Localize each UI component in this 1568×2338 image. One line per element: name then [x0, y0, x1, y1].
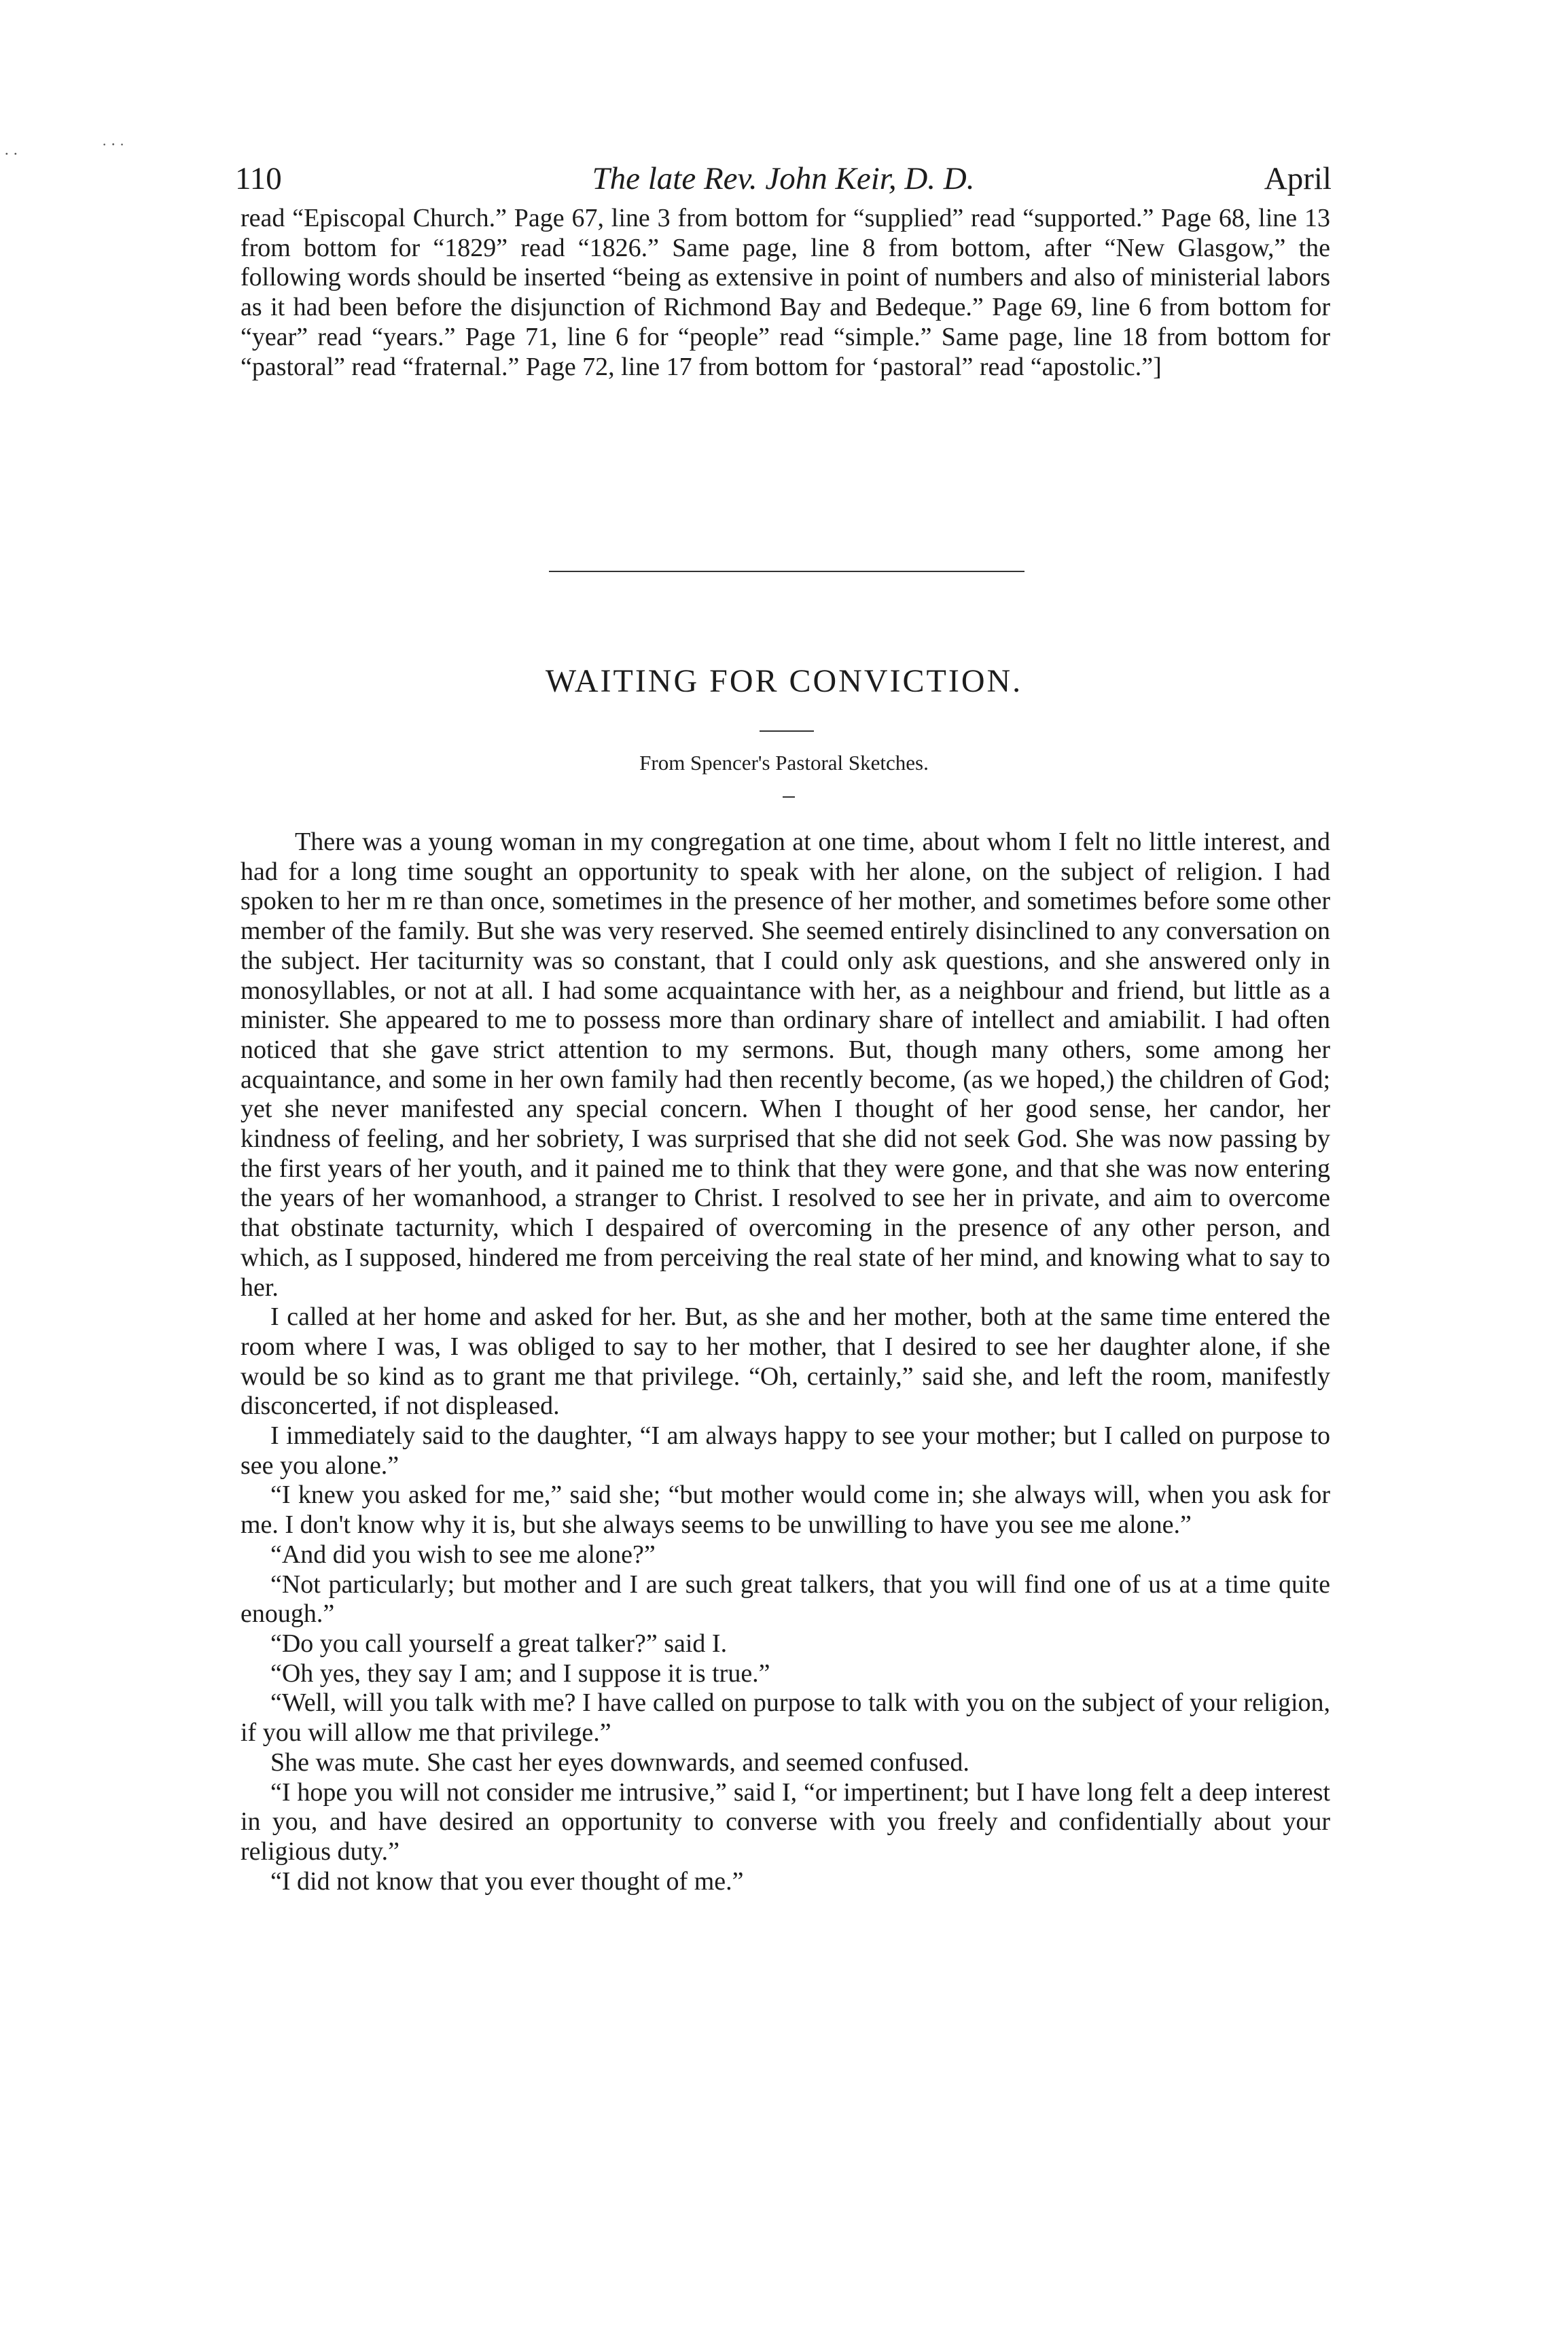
- source-rule: [783, 796, 795, 798]
- body-paragraph: There was a young woman in my congregation at one time, about whom I felt no little interest, and had for a long time sought an opportunity to speak with her alone, on the subject of religion. I had spoken to her m re than once, sometimes in the presence of her mother, and sometimes before some other member of the family. But she was very reserved. She seemed entirely disinclined to any conversation on the subject. Her taciturnity was so constant, that I could only ask questions, and she answered only in monosyllables, or not at all. I had some acquaintance with her, as a neighbour and friend, but little as a minister. She appeared to me to possess more than ordinary share of intellect and amiabilit. I had often noticed that she gave strict attention to my sermons. But, though many others, some among her acquaintance, and some in her own family had then recently become, (as we hoped,) the children of God; yet she never manifested any special concern. When I thought of her good sense, her candor, her kindness of feeling, and her sobriety, I was surprised that she did not seek God. She was now passing by the first years of her youth, and it pained me to think that they were gone, and that she was now entering the years of her womanhood, a stranger to Christ. I resolved to see her in private, and aim to overcome that obstinate tacturnity, which I despaired of overcoming in the presence of any other person, and which, as I supposed, hindered me from perceiving the real state of her mind, and knowing what to say to her.: [240, 828, 1331, 1302]
- errata-paragraph: read “Episcopal Church.” Page 67, line 3 from bottom for “supplied” read “supported.” Page 68, line 13 from bottom for “1829” read “1826.” Same page, line 8 from bottom, after “New Glasgow,” the following words should be inserted “being as extensive in point of numbers and also of ministerial labors as it had been before the disjunction of Richmond Bay and Bedeque.” Page 69, line 6 from bottom for “year” read “years.” Page 71, line 6 for “people” read “simple.” Same page, line 18 from bottom for “pastoral” read “fraternal.” Page 72, line 17 from bottom for ‘pastoral” read “apostolic.”]: [240, 204, 1330, 381]
- title-rule: [760, 730, 814, 732]
- body-paragraph: She was mute. She cast her eyes downwards, and seemed confused.: [270, 1748, 969, 1777]
- body-paragraph: I called at her home and asked for her. But, as she and her mother, both at the same time entered the room where I was, I was obliged to say to her mother, that I desired to see her daughter alone, if she would be so kind as to grant me that privilege. “Oh, certainly,” said she, and left the room, manifestly disconcerted, if not displeased.: [240, 1303, 1330, 1421]
- page-number: 110: [235, 161, 282, 196]
- running-title: The late Rev. John Keir, D. D.: [592, 161, 975, 196]
- issue-month: April: [1264, 161, 1332, 196]
- body-paragraph: “I knew you asked for me,” said she; “but mother would come in; she always will, when you ask for me. I don't know why it is, but she always seems to be unwilling to have you see me alone.”: [240, 1481, 1330, 1540]
- body-paragraph: “Do you call yourself a great talker?” said I.: [270, 1629, 728, 1658]
- body-paragraph: “I did not know that you ever thought of me.”: [270, 1866, 744, 1896]
- body-paragraph: “Well, will you talk with me? I have called on purpose to talk with you on the subject of your religion, if you will allow me that privilege.”: [240, 1688, 1330, 1748]
- body-paragraph: “Not particularly; but mother and I are such great talkers, that you will find one of us at a time quite enough.”: [240, 1570, 1330, 1629]
- running-header: [235, 160, 1332, 208]
- body-paragraph: “And did you wish to see me alone?”: [270, 1540, 656, 1569]
- margin-specks: · ⋅ ·: [102, 136, 125, 153]
- section-divider: [549, 571, 1024, 572]
- article-source: From Spencer's Pastoral Sketches.: [639, 751, 929, 775]
- body-paragraph: “Oh yes, they say I am; and I suppose it is true.”: [270, 1659, 770, 1688]
- body-paragraph: “I hope you will not consider me intrusive,” said I, “or impertinent; but I have long felt a deep interest in you, and have desired an opportunity to converse with you freely and confidentially about your religious duty.”: [240, 1777, 1330, 1866]
- article-body: [240, 828, 1330, 1896]
- body-paragraph: I immediately said to the daughter, “I am always happy to see your mother; but I called on purpose to see you alone.”: [240, 1421, 1330, 1480]
- margin-specks: ⋅ ⋅: [4, 145, 18, 162]
- article-title: WAITING FOR CONVICTION.: [545, 663, 1023, 699]
